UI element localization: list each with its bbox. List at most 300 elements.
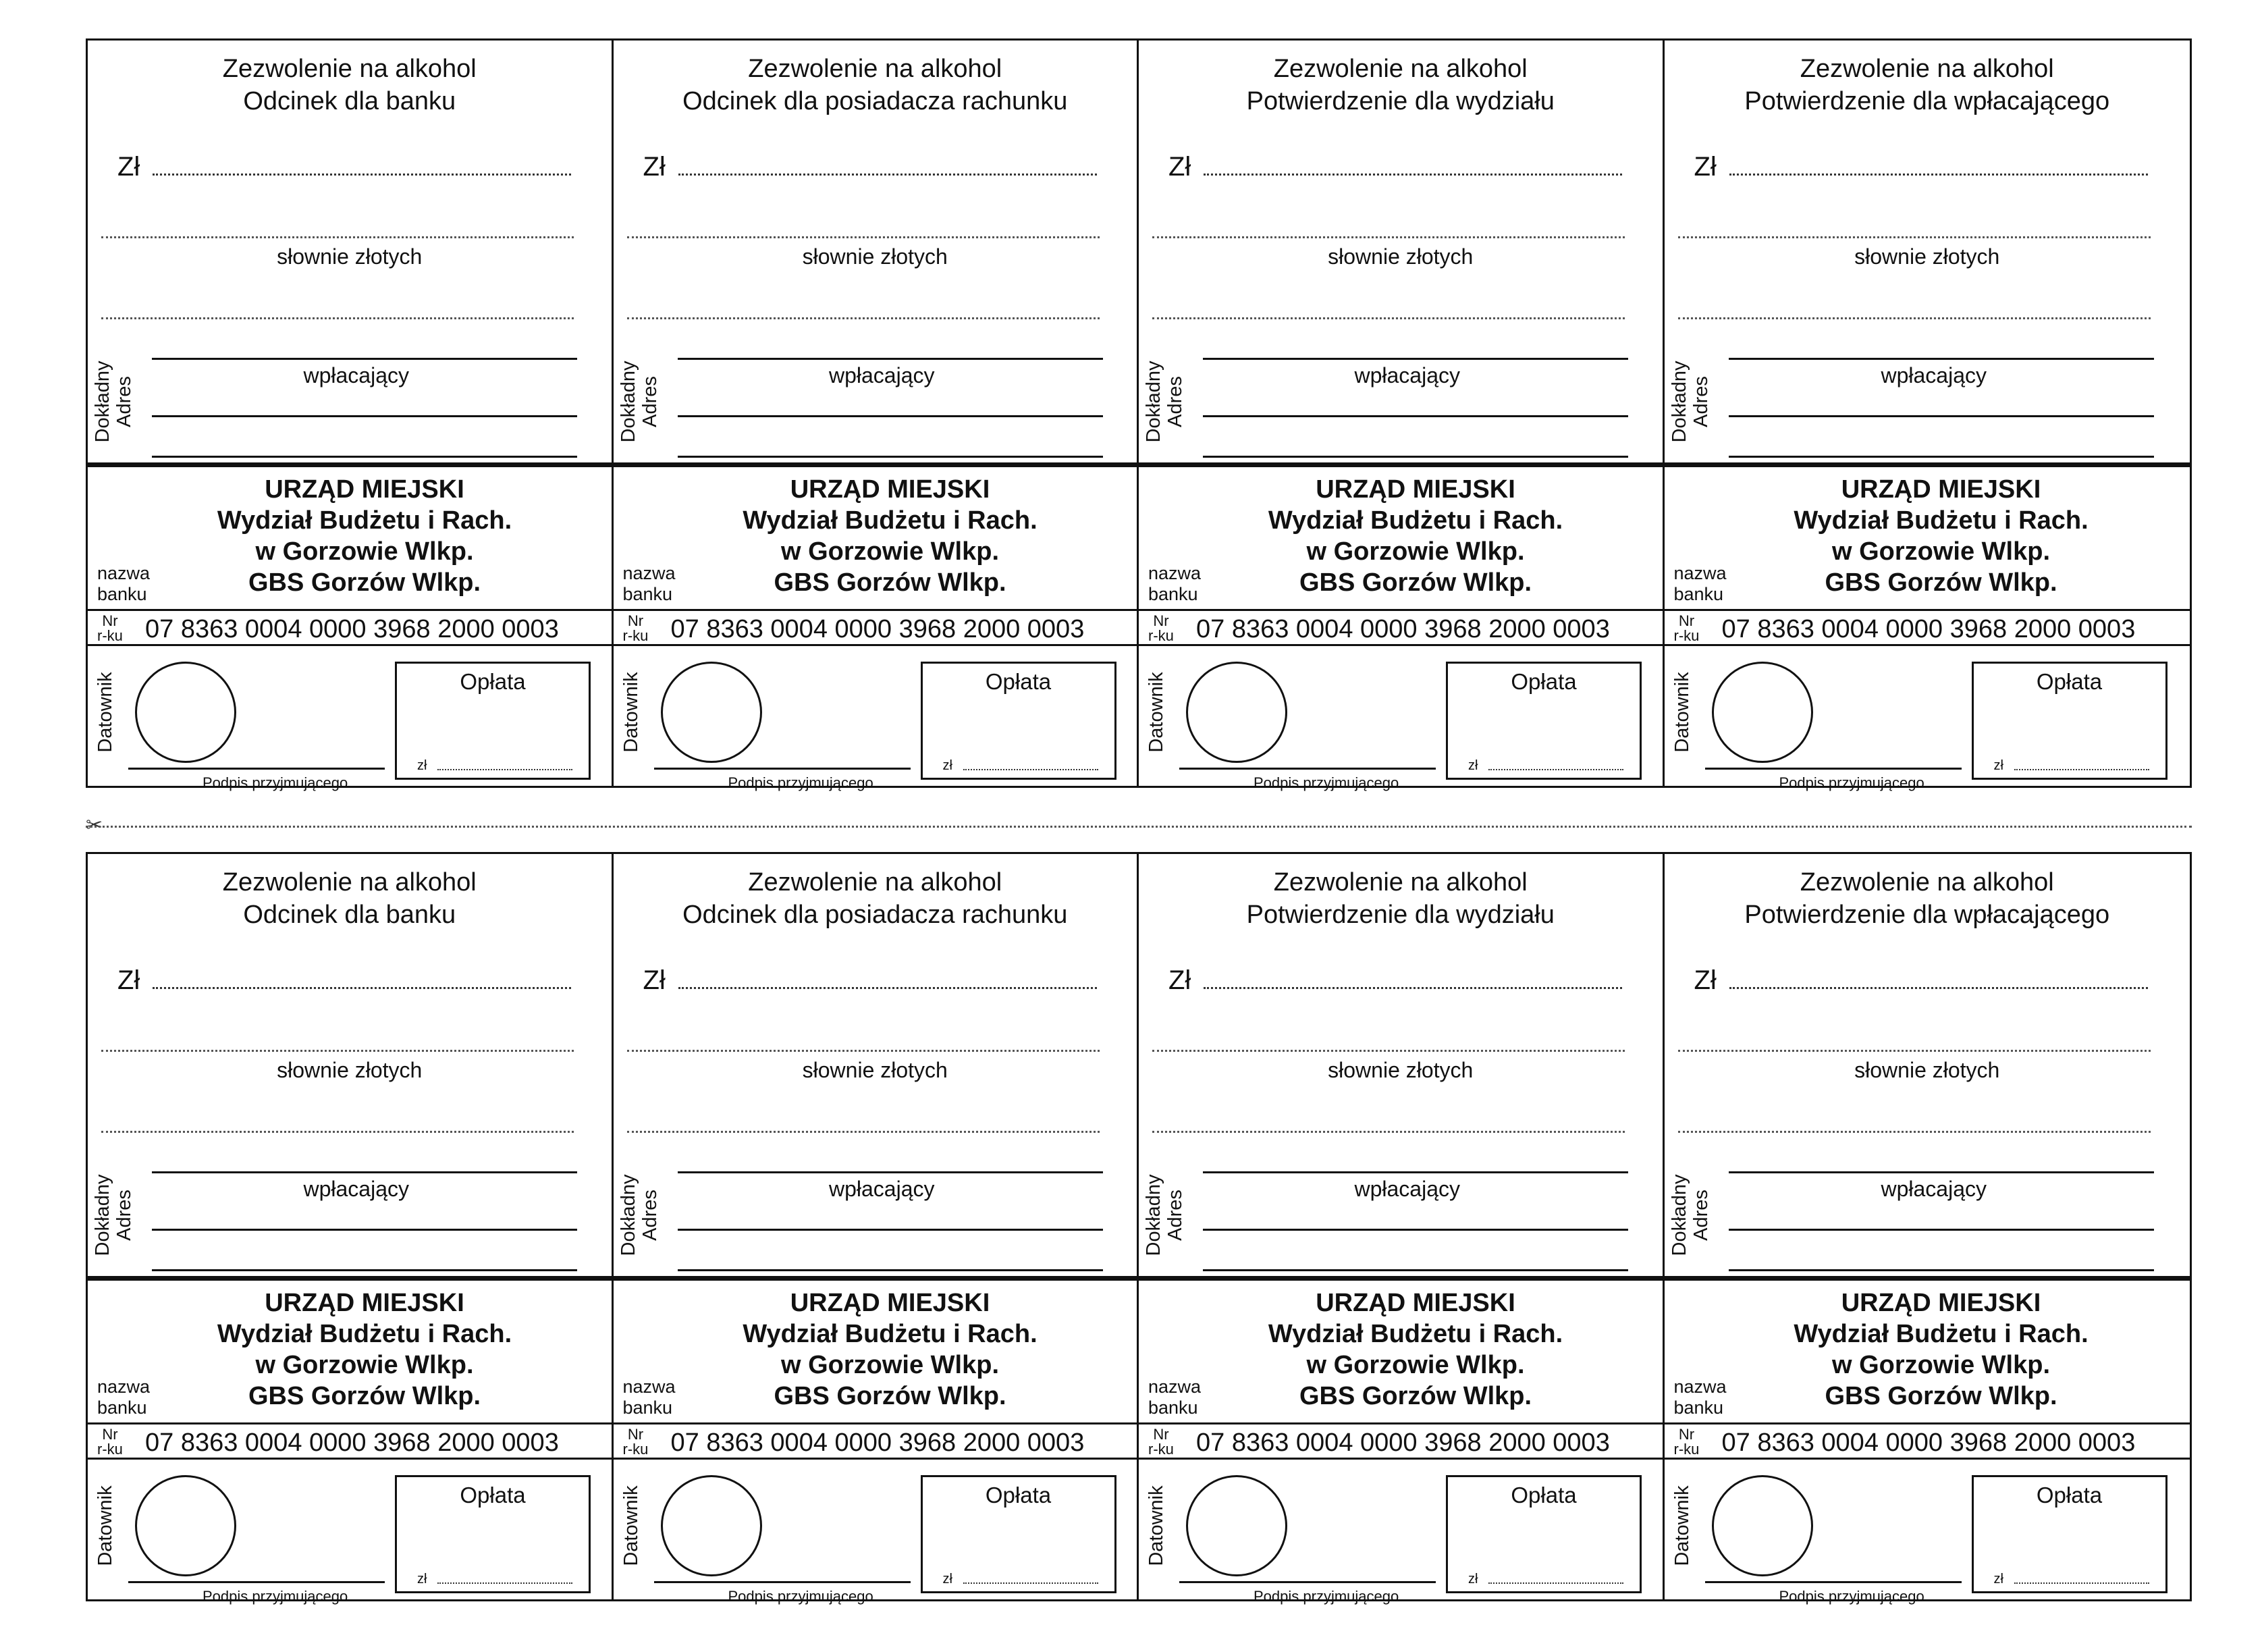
address-field-1[interactable] [152, 415, 577, 417]
account-label [623, 614, 649, 643]
signature-field[interactable] [128, 1581, 385, 1583]
amount-label: Zł [1694, 965, 1717, 995]
signature-label: Podpis przyjmującego [1779, 774, 1924, 791]
payer-label: wpłacający [828, 363, 935, 388]
fee-box [395, 662, 591, 780]
account-label-line1: Nr [102, 612, 118, 629]
amount-words-label: słownie złotych [277, 1058, 423, 1082]
address-label-line2: Adres [1690, 376, 1712, 427]
bank-name-label [97, 1377, 150, 1418]
fee-label: Opłata [2036, 1483, 2103, 1508]
account-row [1139, 1422, 1663, 1460]
amount-field[interactable] [1204, 987, 1622, 989]
account-label-line1: Nr [1678, 612, 1695, 629]
stamp-section [1665, 1465, 2190, 1603]
payer-field[interactable] [1729, 358, 2154, 360]
account-number: 07 8363 0004 0000 3968 2000 0003 [145, 615, 559, 643]
address-field-2[interactable] [1203, 1269, 1628, 1271]
bank-label-line2: banku [622, 1397, 673, 1418]
account-label [1674, 1427, 1700, 1457]
account-label-line1: Nr [1153, 1426, 1169, 1443]
fee-label: Opłata [2036, 669, 2103, 694]
account-label [1148, 1427, 1174, 1457]
stamp-section [1139, 1465, 1663, 1603]
form-title: Zezwolenie na alkohol [1800, 55, 2054, 83]
amount-field[interactable] [153, 174, 571, 176]
bank-label-line2: banku [97, 1397, 147, 1418]
amount-field[interactable] [678, 174, 1097, 176]
account-number: 07 8363 0004 0000 3968 2000 0003 [670, 1429, 1085, 1457]
payer-field[interactable] [678, 358, 1103, 360]
amount-words-field[interactable] [627, 1050, 1100, 1052]
recipient-block [128, 1287, 601, 1412]
amount-field[interactable] [1729, 174, 2148, 176]
amount-words-label: słownie złotych [802, 1058, 948, 1082]
address-field-1[interactable] [1729, 1229, 2154, 1231]
amount-words-field-2[interactable] [627, 1131, 1100, 1133]
payer-label: wpłacający [1354, 363, 1460, 388]
address-label-line1: Dokładny [617, 1174, 639, 1256]
recipient-section [88, 462, 612, 651]
city-name: w Gorzowie Wlkp. [1306, 1351, 1525, 1379]
amount-label: Zł [117, 152, 140, 182]
account-number: 07 8363 0004 0000 3968 2000 0003 [1721, 615, 2136, 643]
department-name: Wydział Budżetu i Rach. [1268, 1320, 1563, 1348]
signature-field[interactable] [1179, 768, 1436, 770]
date-stamp-label: Datownik [95, 1485, 116, 1566]
account-row [1139, 609, 1663, 646]
payer-field[interactable] [1203, 1171, 1628, 1173]
office-name: URZĄD MIEJSKI [265, 1289, 464, 1317]
fee-currency-label: zł [1468, 758, 1478, 773]
form-title: Zezwolenie na alkohol [222, 868, 477, 897]
amount-field[interactable] [1729, 987, 2148, 989]
bank-label-line2: banku [1673, 1397, 1724, 1418]
date-stamp-label: Datownik [95, 672, 116, 753]
fee-amount-field[interactable] [2014, 769, 2149, 770]
payment-details-section [1139, 854, 1663, 1276]
address-label-line1: Dokładny [1143, 1174, 1164, 1256]
form-title: Zezwolenie na alkohol [1800, 868, 2054, 897]
slip-subtitle: Potwierdzenie dla wydziału [1246, 901, 1555, 929]
signature-label: Podpis przyjmującego [728, 1588, 873, 1605]
address-label [618, 351, 672, 452]
amount-words-label: słownie złotych [1854, 244, 2000, 269]
form-title: Zezwolenie na alkohol [1273, 868, 1528, 897]
address-field-1[interactable] [678, 415, 1103, 417]
account-label-line1: Nr [102, 1426, 118, 1443]
amount-words-field-2[interactable] [101, 1131, 574, 1133]
office-name: URZĄD MIEJSKI [790, 475, 990, 504]
account-row [1665, 609, 2190, 646]
date-stamp-circle [1186, 662, 1287, 763]
slip-payer-copy [1665, 41, 2190, 791]
address-field-2[interactable] [1729, 1269, 2154, 1271]
address-field-2[interactable] [152, 1269, 577, 1271]
bank-label-line1: nazwa [97, 563, 151, 583]
slip-title [1665, 866, 2190, 931]
amount-field[interactable] [153, 987, 571, 989]
account-label-line2: r-ku [1673, 1441, 1700, 1458]
slip-bank-copy [88, 854, 614, 1605]
recipient-section [1665, 1276, 2190, 1465]
signature-field[interactable] [654, 1581, 911, 1583]
slip-title [1139, 866, 1663, 931]
fee-box [1972, 662, 2167, 780]
signature-field[interactable] [1705, 768, 1962, 770]
slip-subtitle: Odcinek dla posiadacza rachunku [682, 901, 1068, 929]
bank-name: GBS Gorzów Wlkp. [774, 1382, 1006, 1410]
bank-label-line2: banku [622, 584, 673, 604]
account-number: 07 8363 0004 0000 3968 2000 0003 [1721, 1429, 2136, 1457]
fee-currency-label: zł [1468, 1572, 1478, 1587]
bank-name: GBS Gorzów Wlkp. [248, 568, 481, 597]
office-name: URZĄD MIEJSKI [265, 475, 464, 504]
amount-label: Zł [643, 152, 666, 182]
bank-name: GBS Gorzów Wlkp. [1825, 568, 2057, 597]
department-name: Wydział Budżetu i Rach. [217, 506, 512, 535]
slip-subtitle: Odcinek dla posiadacza rachunku [682, 87, 1068, 115]
bank-name-label [623, 563, 676, 605]
bank-name: GBS Gorzów Wlkp. [774, 568, 1006, 597]
amount-label: Zł [1694, 152, 1717, 182]
amount-words-field[interactable] [101, 1050, 574, 1052]
form-title: Zezwolenie na alkohol [1273, 55, 1528, 83]
department-name: Wydział Budżetu i Rach. [1268, 506, 1563, 535]
account-label-line2: r-ku [622, 1441, 649, 1458]
address-field-1[interactable] [678, 1229, 1103, 1231]
address-label-line1: Dokładny [1668, 361, 1690, 443]
amount-words-field[interactable] [101, 236, 574, 238]
account-label-line2: r-ku [1148, 627, 1174, 644]
amount-label: Zł [117, 965, 140, 995]
address-label-line2: Adres [1164, 1190, 1186, 1241]
address-label-line2: Adres [639, 376, 661, 427]
amount-words-field-2[interactable] [1678, 317, 2151, 319]
amount-words-field[interactable] [1152, 236, 1625, 238]
amount-field[interactable] [678, 987, 1097, 989]
department-name: Wydział Budżetu i Rach. [743, 506, 1038, 535]
form-title: Zezwolenie na alkohol [748, 868, 1002, 897]
fee-amount-field[interactable] [437, 769, 572, 770]
amount-words-label: słownie złotych [802, 244, 948, 269]
recipient-block [1179, 1287, 1652, 1412]
address-field-1[interactable] [1203, 415, 1628, 417]
slip-subtitle: Potwierdzenie dla wpłacającego [1744, 901, 2110, 929]
bank-name-label [1148, 563, 1201, 605]
city-name: w Gorzowie Wlkp. [780, 537, 1000, 566]
address-label [1669, 1165, 1723, 1266]
bank-label-line2: banku [1148, 584, 1198, 604]
city-name: w Gorzowie Wlkp. [1831, 537, 2051, 566]
fee-label: Opłata [460, 1483, 526, 1508]
account-row [88, 609, 612, 646]
recipient-block [1705, 474, 2178, 598]
fee-amount-field[interactable] [1488, 1582, 1623, 1584]
account-label-line1: Nr [1678, 1426, 1695, 1443]
payer-label: wpłacający [1881, 1177, 1987, 1201]
address-field-1[interactable] [1729, 415, 2154, 417]
payer-field[interactable] [1203, 358, 1628, 360]
amount-words-field-2[interactable] [627, 317, 1100, 319]
account-label [1674, 614, 1700, 643]
account-label-line2: r-ku [1148, 1441, 1174, 1458]
amount-words-field-2[interactable] [1152, 1131, 1625, 1133]
slip-title [1665, 53, 2190, 117]
recipient-section [1665, 462, 2190, 651]
date-stamp-circle [135, 662, 236, 763]
slip-sheet-top [86, 38, 2192, 791]
payment-details-section [1665, 854, 2190, 1276]
amount-field[interactable] [1204, 174, 1622, 176]
signature-label: Podpis przyjmującego [1254, 1588, 1399, 1605]
account-label [97, 1427, 123, 1457]
account-label [97, 614, 123, 643]
fee-box [921, 1475, 1116, 1593]
address-label [92, 1165, 146, 1266]
stamp-section [1665, 651, 2190, 790]
fee-amount-field[interactable] [963, 1582, 1098, 1584]
bank-label-line1: nazwa [1148, 563, 1202, 583]
account-label [1148, 614, 1174, 643]
payer-field[interactable] [152, 358, 577, 360]
slip-account-holder-copy [614, 41, 1139, 791]
bank-label-line1: nazwa [622, 1377, 676, 1397]
bank-name-label [1674, 563, 1727, 605]
bank-label-line1: nazwa [97, 1377, 151, 1397]
payer-label: wpłacający [1881, 363, 1987, 388]
account-row [88, 1422, 612, 1460]
amount-words-field[interactable] [1678, 1050, 2151, 1052]
signature-field[interactable] [128, 768, 385, 770]
slip-bank-copy [88, 41, 614, 791]
account-number: 07 8363 0004 0000 3968 2000 0003 [145, 1429, 559, 1457]
amount-words-label: słownie złotych [277, 244, 423, 269]
form-title: Zezwolenie na alkohol [748, 55, 1002, 83]
date-stamp-label: Datownik [1671, 1485, 1693, 1566]
payment-details-section [1139, 41, 1663, 462]
bank-label-line1: nazwa [1148, 1377, 1202, 1397]
slip-title [614, 53, 1137, 117]
bank-label-line1: nazwa [1673, 1377, 1727, 1397]
slip-subtitle: Potwierdzenie dla wpłacającego [1744, 87, 2110, 115]
bank-label-line2: banku [1148, 1397, 1198, 1418]
slip-sheet-bottom [86, 852, 2192, 1605]
address-label-line2: Adres [1164, 376, 1186, 427]
bank-name-label [1148, 1377, 1201, 1418]
fee-currency-label: zł [417, 758, 427, 773]
recipient-section [88, 1276, 612, 1465]
address-field-2[interactable] [1729, 456, 2154, 458]
city-name: w Gorzowie Wlkp. [255, 537, 474, 566]
signature-field[interactable] [1705, 1581, 1962, 1583]
payer-field[interactable] [1729, 1171, 2154, 1173]
stamp-section [1139, 651, 1663, 790]
amount-words-field-2[interactable] [101, 317, 574, 319]
date-stamp-circle [661, 662, 762, 763]
slip-department-copy [1139, 854, 1665, 1605]
slip-subtitle: Potwierdzenie dla wydziału [1246, 87, 1555, 115]
office-name: URZĄD MIEJSKI [1841, 475, 2041, 504]
amount-words-field[interactable] [1152, 1050, 1625, 1052]
date-stamp-circle [1186, 1475, 1287, 1576]
fee-label: Opłata [1511, 669, 1577, 694]
signature-field[interactable] [654, 768, 911, 770]
recipient-block [654, 474, 1127, 598]
payment-details-section [614, 854, 1137, 1276]
bank-label-line2: banku [97, 584, 147, 604]
stamp-section [88, 1465, 612, 1603]
payment-details-section [88, 41, 612, 462]
address-field-1[interactable] [152, 1229, 577, 1231]
date-stamp-label: Datownik [1671, 672, 1693, 753]
address-label-line1: Dokładny [92, 1174, 113, 1256]
account-label [623, 1427, 649, 1457]
scissors-icon: ✂ [86, 814, 103, 836]
department-name: Wydział Budżetu i Rach. [1794, 506, 2089, 535]
department-name: Wydział Budżetu i Rach. [217, 1320, 512, 1348]
recipient-block [1179, 474, 1652, 598]
fee-currency-label: zł [942, 758, 952, 773]
date-stamp-circle [1712, 1475, 1813, 1576]
address-label [92, 351, 146, 452]
payer-label: wpłacający [303, 363, 409, 388]
date-stamp-circle [1712, 662, 1813, 763]
fee-currency-label: zł [1993, 758, 2003, 773]
date-stamp-label: Datownik [1146, 1485, 1167, 1566]
office-name: URZĄD MIEJSKI [790, 1289, 990, 1317]
fee-label: Opłata [460, 669, 526, 694]
account-label-line2: r-ku [97, 1441, 123, 1458]
recipient-section [614, 1276, 1137, 1465]
payer-label: wpłacający [828, 1177, 935, 1201]
address-field-2[interactable] [678, 1269, 1103, 1271]
recipient-section [1139, 1276, 1663, 1465]
fee-amount-field[interactable] [2014, 1582, 2149, 1584]
account-label-line2: r-ku [622, 627, 649, 644]
slip-title [88, 866, 612, 931]
payment-details-section [1665, 41, 2190, 462]
slip-title [614, 866, 1137, 931]
fee-box [1972, 1475, 2167, 1593]
account-label-line2: r-ku [1673, 627, 1700, 644]
office-name: URZĄD MIEJSKI [1316, 1289, 1515, 1317]
form-title: Zezwolenie na alkohol [222, 55, 477, 83]
address-field-2[interactable] [1203, 456, 1628, 458]
address-label-line1: Dokładny [92, 361, 113, 443]
address-label-line1: Dokładny [1143, 361, 1164, 443]
address-label-line2: Adres [113, 1190, 135, 1241]
amount-words-field-2[interactable] [1152, 317, 1625, 319]
signature-label: Podpis przyjmującego [1779, 1588, 1924, 1605]
office-name: URZĄD MIEJSKI [1841, 1289, 2041, 1317]
address-label [618, 1165, 672, 1266]
payer-field[interactable] [678, 1171, 1103, 1173]
department-name: Wydział Budżetu i Rach. [1794, 1320, 2089, 1348]
stamp-section [614, 651, 1137, 790]
recipient-section [1139, 462, 1663, 651]
fee-box [1446, 662, 1642, 780]
address-label [1143, 1165, 1197, 1266]
payer-label: wpłacający [303, 1177, 409, 1201]
fee-box [1446, 1475, 1642, 1593]
slip-title [88, 53, 612, 117]
account-row [614, 1422, 1137, 1460]
payment-details-section [614, 41, 1137, 462]
recipient-block [654, 1287, 1127, 1412]
bank-name: GBS Gorzów Wlkp. [1825, 1382, 2057, 1410]
amount-words-field[interactable] [627, 236, 1100, 238]
fee-box [921, 662, 1116, 780]
fee-amount-field[interactable] [437, 1582, 572, 1584]
city-name: w Gorzowie Wlkp. [255, 1351, 474, 1379]
address-field-1[interactable] [1203, 1229, 1628, 1231]
address-label [1143, 351, 1197, 452]
city-name: w Gorzowie Wlkp. [1306, 537, 1525, 566]
address-field-2[interactable] [678, 456, 1103, 458]
recipient-block [128, 474, 601, 598]
address-label-line1: Dokładny [617, 361, 639, 443]
stamp-section [614, 1465, 1137, 1603]
date-stamp-label: Datownik [620, 672, 642, 753]
slip-subtitle: Odcinek dla banku [243, 87, 456, 115]
date-stamp-circle [135, 1475, 236, 1576]
bank-name-label [623, 1377, 676, 1418]
bank-name: GBS Gorzów Wlkp. [1299, 1382, 1532, 1410]
bank-label-line2: banku [1673, 584, 1724, 604]
account-label-line2: r-ku [97, 627, 123, 644]
signature-field[interactable] [1179, 1581, 1436, 1583]
bank-label-line1: nazwa [1673, 563, 1727, 583]
account-label-line1: Nr [627, 1426, 644, 1443]
cut-line [86, 826, 2192, 828]
slip-payer-copy [1665, 854, 2190, 1605]
payer-label: wpłacający [1354, 1177, 1460, 1201]
fee-label: Opłata [985, 1483, 1052, 1508]
signature-label: Podpis przyjmującego [1254, 774, 1399, 791]
account-row [614, 609, 1137, 646]
address-label [1669, 351, 1723, 452]
date-stamp-label: Datownik [620, 1485, 642, 1566]
fee-box [395, 1475, 591, 1593]
address-field-2[interactable] [152, 456, 577, 458]
department-name: Wydział Budżetu i Rach. [743, 1320, 1038, 1348]
recipient-section [614, 462, 1137, 651]
slip-department-copy [1139, 41, 1665, 791]
date-stamp-label: Datownik [1146, 672, 1167, 753]
amount-words-field[interactable] [1678, 236, 2151, 238]
slip-subtitle: Odcinek dla banku [243, 901, 456, 929]
account-number: 07 8363 0004 0000 3968 2000 0003 [670, 615, 1085, 643]
account-number: 07 8363 0004 0000 3968 2000 0003 [1196, 615, 1610, 643]
account-label-line1: Nr [1153, 612, 1169, 629]
amount-words-field-2[interactable] [1678, 1131, 2151, 1133]
address-label-line1: Dokładny [1668, 1174, 1690, 1256]
amount-label: Zł [1168, 152, 1191, 182]
account-label-line1: Nr [627, 612, 644, 629]
address-label-line2: Adres [1690, 1190, 1712, 1241]
slip-title [1139, 53, 1663, 117]
recipient-block [1705, 1287, 2178, 1412]
fee-amount-field[interactable] [963, 769, 1098, 770]
payer-field[interactable] [152, 1171, 577, 1173]
signature-label: Podpis przyjmującego [728, 774, 873, 791]
date-stamp-circle [661, 1475, 762, 1576]
amount-label: Zł [1168, 965, 1191, 995]
payment-details-section [88, 854, 612, 1276]
fee-amount-field[interactable] [1488, 769, 1623, 770]
account-number: 07 8363 0004 0000 3968 2000 0003 [1196, 1429, 1610, 1457]
